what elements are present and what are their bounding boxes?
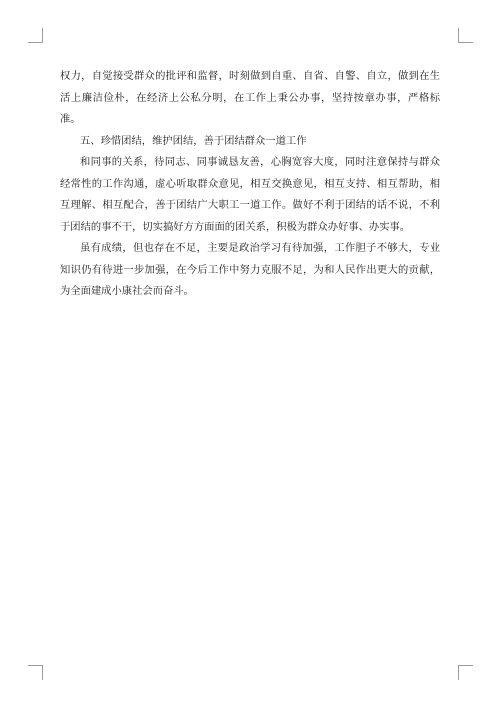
paragraph-colleague-relations: 和同事的关系，待同志、同事诚恳友善，心胸宽容大度，同时注意保持与群众经常性的工作沟通，虚心听取群众意见，相互交换意见，相互支持、相互帮助，相互理解、相互配合，善于团结广大职工一道工作。做好不利于团结的话不说，不利于团结的事不干，切实搞好方方面面的团关系，积极为群众办好事、办实事。 (60, 156, 440, 233)
section-heading: 五、珍惜团结，维护团结，善于团结群众一道工作 (80, 134, 307, 147)
crop-mark-bottom-left (28, 665, 43, 680)
crop-mark-top-right (458, 28, 473, 43)
paragraph-continuation: 权力，自觉接受群众的批评和监督，时刻做到自重、自省、自警、自立，做到在生活上廉洁俭朴，在经济上公私分明，在工作上秉公办事，坚持按章办事，严格标准。 (60, 70, 440, 125)
crop-mark-top-left (28, 28, 43, 43)
document-body (60, 66, 440, 303)
paragraph-shortcomings: 虽有成绩，但也存在不足，主要是政治学习有待加强，工作胆子不够大，专业知识仍有待进一步加强，在今后工作中努力克服不足，为和人民作出更大的贡献，为全面建成小康社会而奋斗。 (60, 242, 440, 297)
crop-mark-bottom-right (458, 665, 473, 680)
